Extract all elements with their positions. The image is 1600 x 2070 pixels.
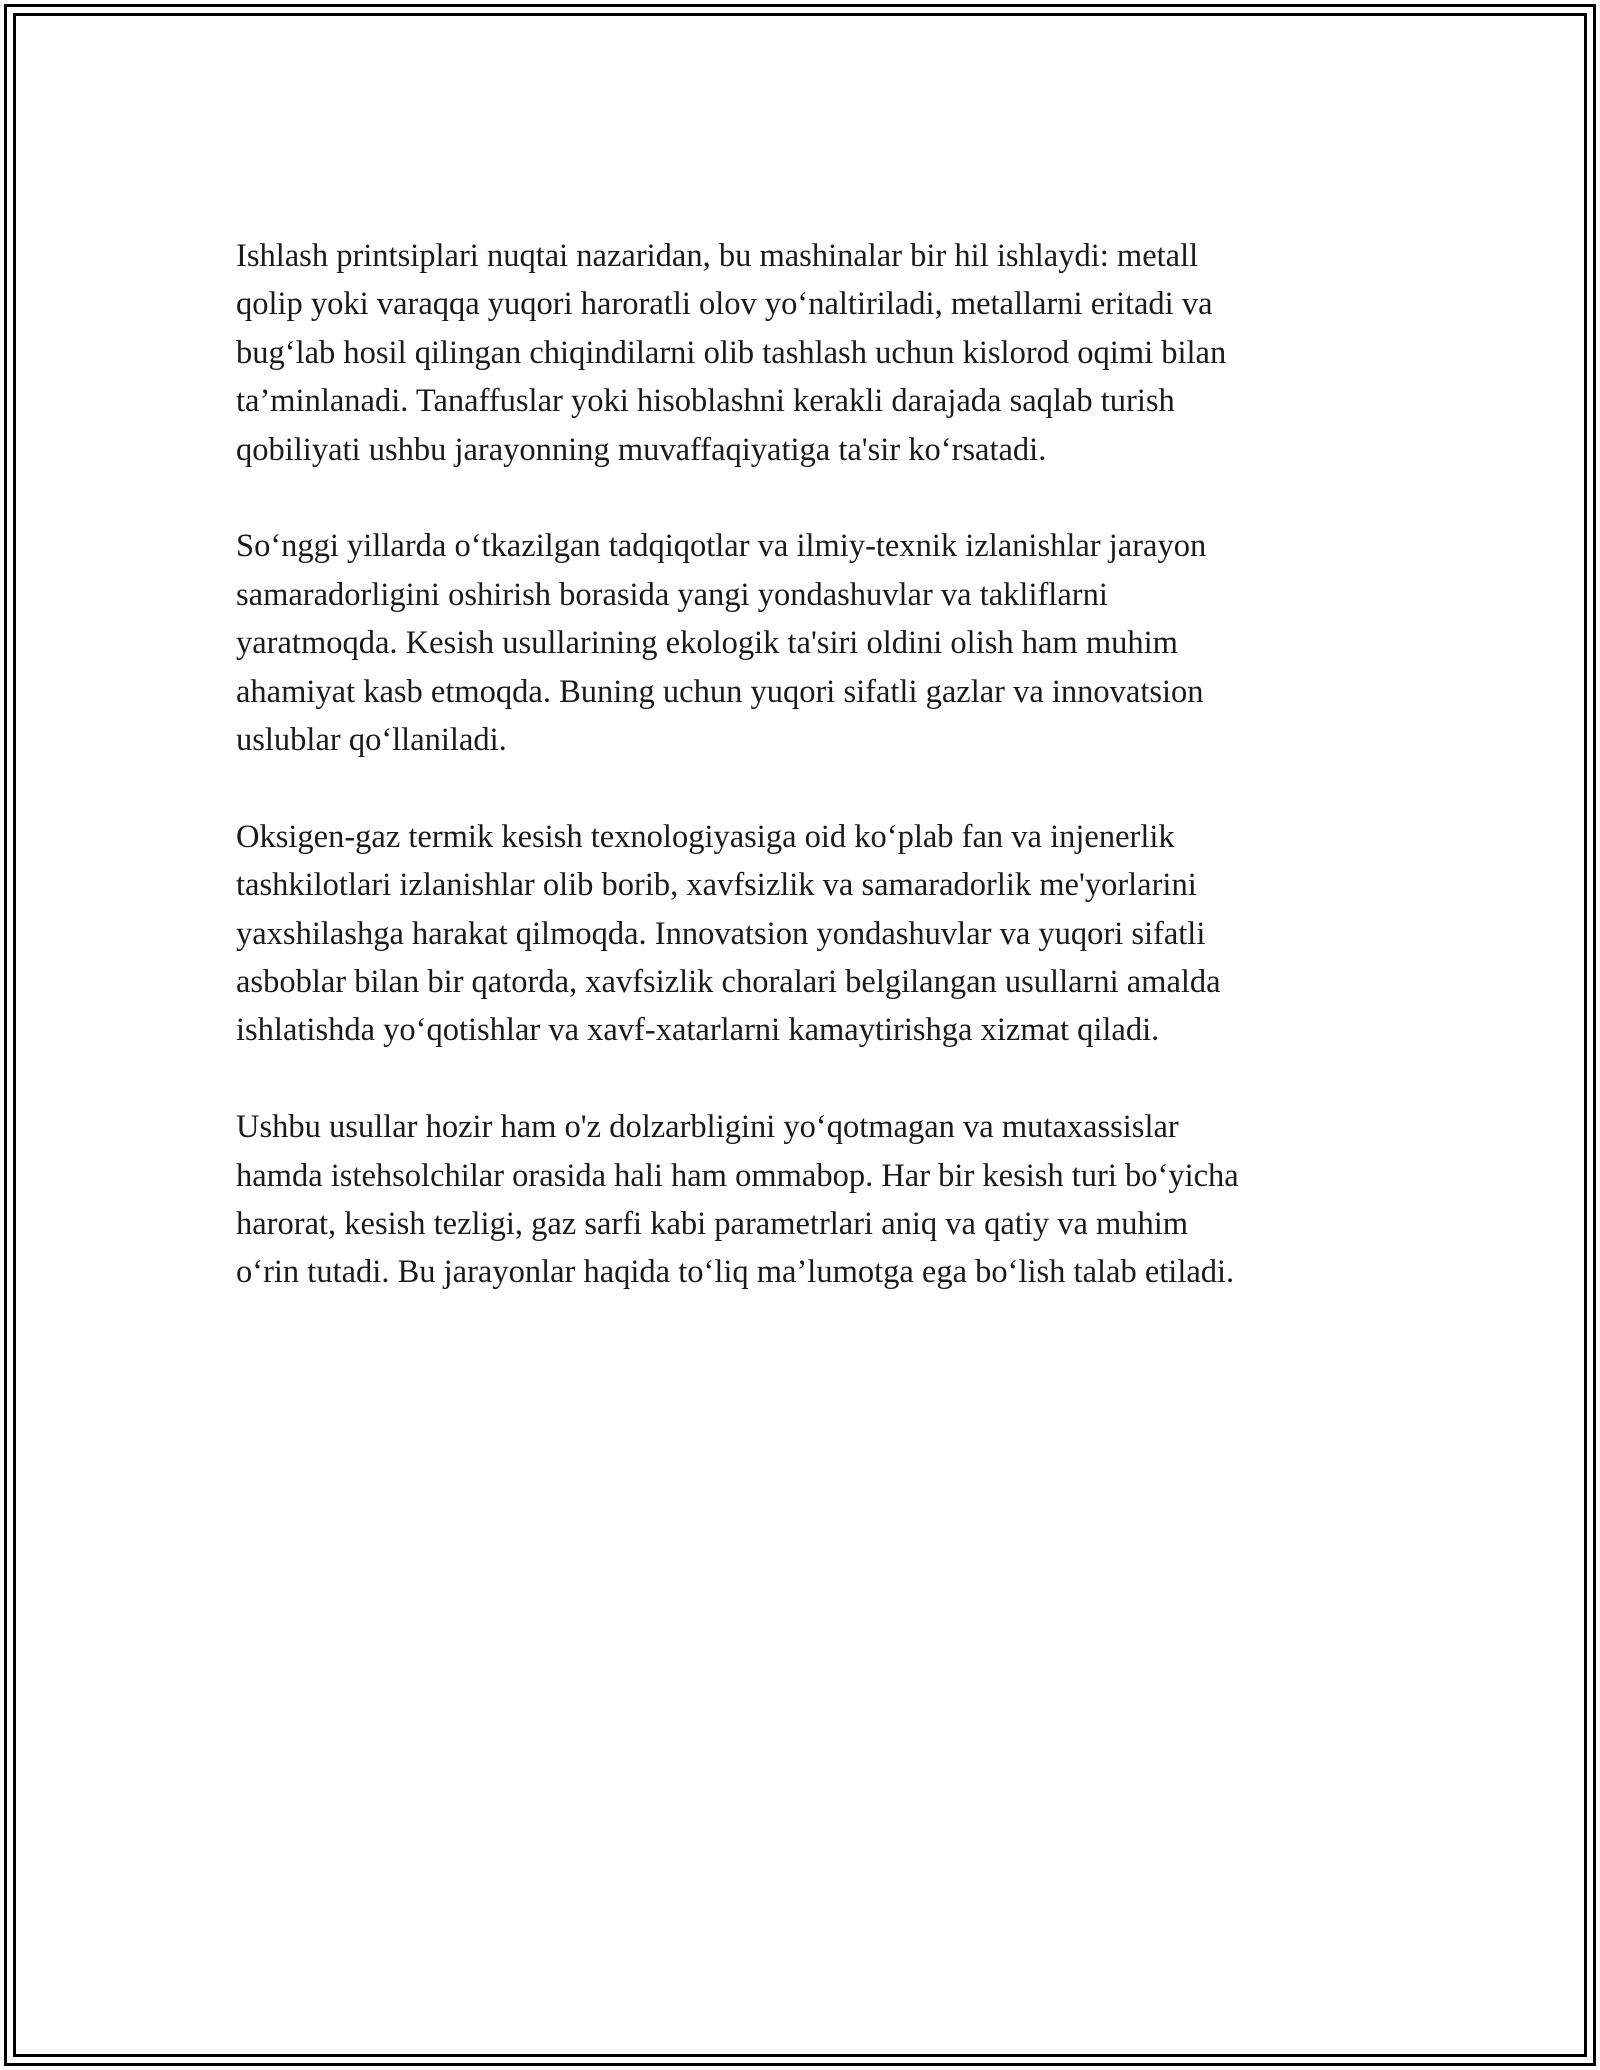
document-body [236, 232, 1386, 1345]
paragraph-1: Ishlash printsiplari nuqtai nazaridan, bu mashinalar bir hil ishlaydi: metall qolip yoki varaqqa yuqori haroratli olov yo‘naltiriladi, metallarni eritadi va bug‘lab hosil qilingan chiqindilarni olib tashlash uchun kislorod oqimi bilan ta’minlanadi. Tanaffuslar yoki hisoblashni kerakli darajada saqlab turish qobiliyati ushbu jarayonning muvaffaqiyatiga ta'sir ko‘rsatadi. [236, 238, 1227, 468]
paragraph-3: Oksigen-gaz termik kesish texnologiyasiga oid ko‘plab fan va injenerlik tashkilotlari izlanishlar olib borib, xavfsizlik va samaradorlik me'yorlarini yaxshilashga harakat qilmoqda. Innovatsion yondashuvlar va yuqori sifatli asboblar bilan bir qatorda, xavfsizlik choralari belgilangan usullarni amalda ishlatishda yo‘qotishlar va xavf-xatarlarni kamaytirishga xizmat qiladi. [236, 818, 1221, 1049]
paragraph-2: So‘nggi yillarda o‘tkazilgan tadqiqotlar va ilmiy-texnik izlanishlar jarayon samaradorligini oshirish borasida yangi yondashuvlar va takliflarni yaratmoqda. Kesish usullarining ekologik ta'siri oldini olish ham muhim ahamiyat kasb etmoqda. Buning uchun yuqori sifatli gazlar va innovatsion uslublar qo‘llaniladi. [236, 528, 1207, 759]
paragraph-4: Ushbu usullar hozir ham o'z dolzarbligini yo‘qotmagan va mutaxassislar hamda istehsolchilar orasida hali ham ommabop. Har bir kesish turi bo‘yicha harorat, kesish tezligi, gaz sarfi kabi parametrlari aniq va qatiy va muhim o‘rin tutadi. Bu jarayonlar haqida to‘liq ma’lumotga ega bo‘lish talab etiladi. [236, 1109, 1239, 1291]
